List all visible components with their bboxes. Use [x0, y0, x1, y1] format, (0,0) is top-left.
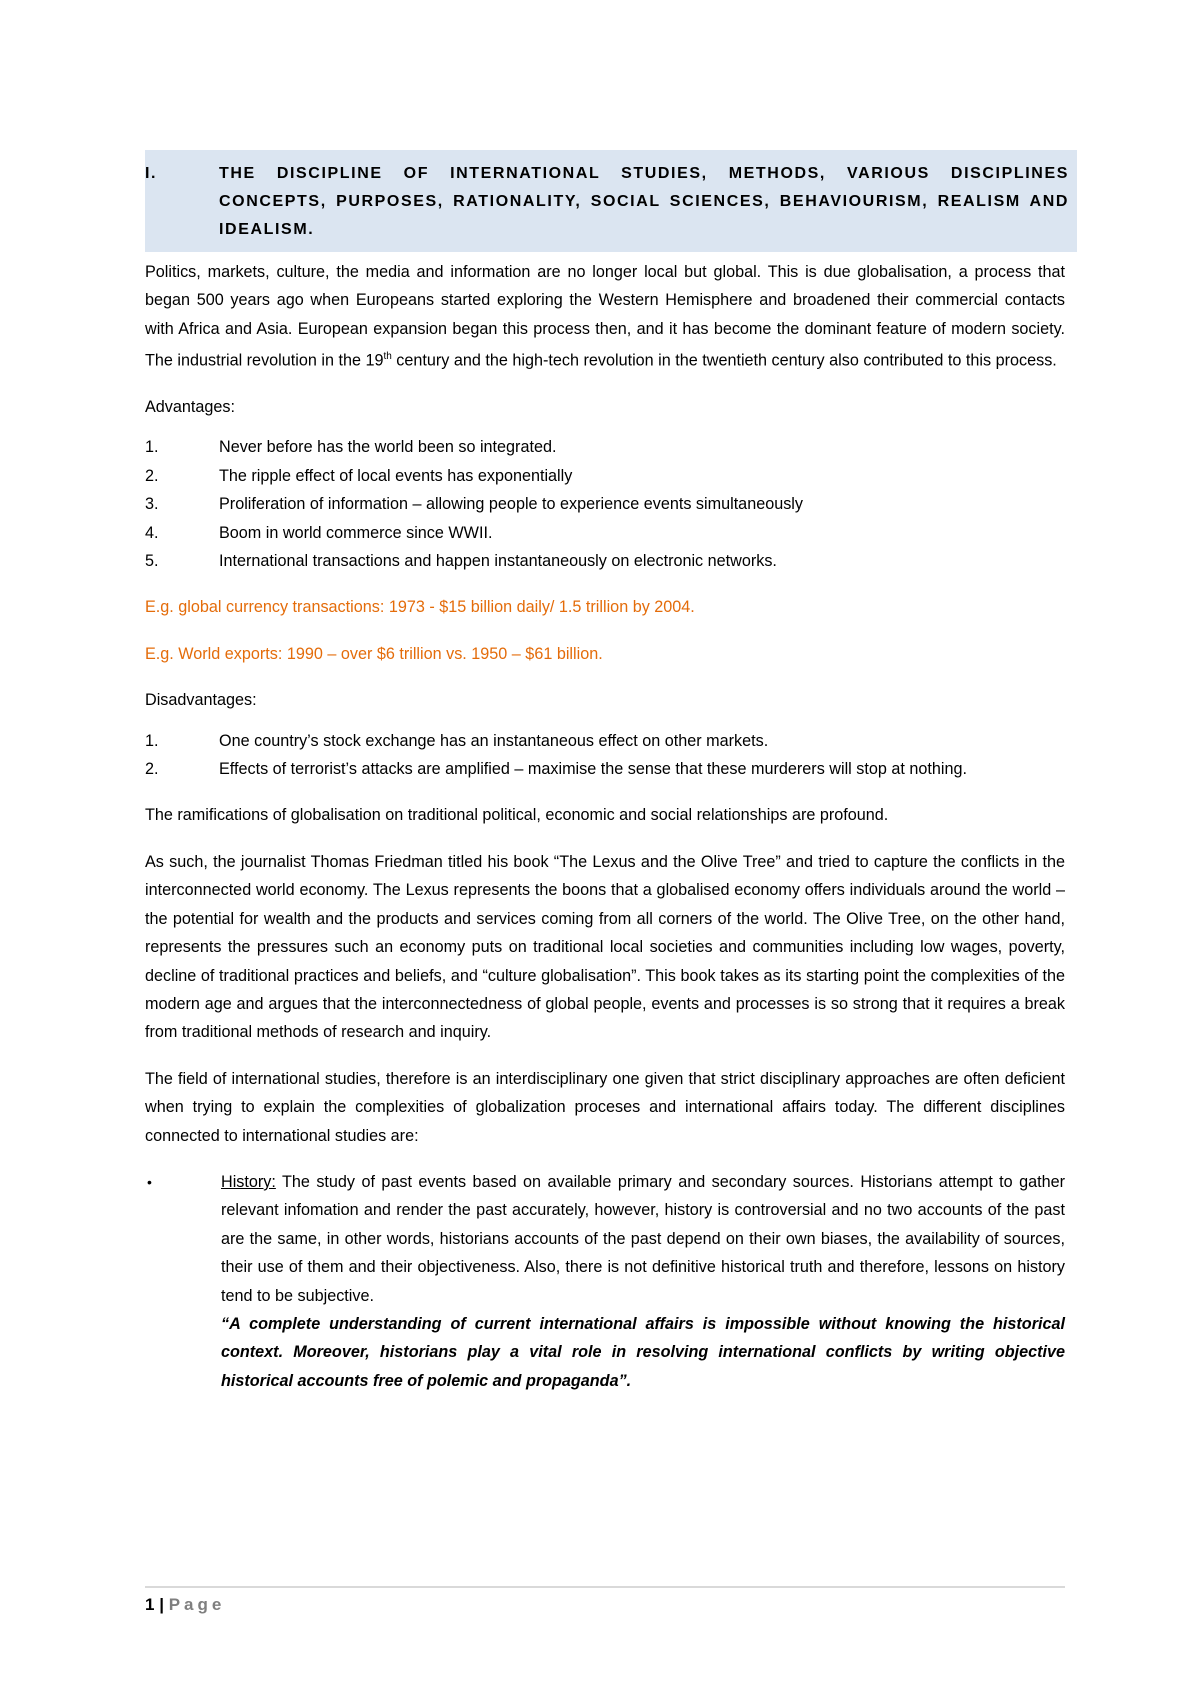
field-paragraph: The field of international studies, therefore is an interdisciplinary one given that strict disciplinary approaches are often deficient when trying to explain the complexities of globalization proceses and international affairs today. The different disciplines connected to international studies are: [145, 1069, 1065, 1145]
discipline-history [221, 1168, 1065, 1395]
list-item [145, 1168, 1065, 1395]
discipline-quote: “A complete understanding of current international affairs is impossible without knowing the historical context. Moreover, historians play a vital role in resolving international conflicts by writing objective historical accounts free of polemic and propaganda”. [221, 1314, 1065, 1390]
example-currency: E.g. global currency transactions: 1973 - $15 billion daily/ 1.5 trillion by 2004. [145, 598, 695, 617]
list-item: 3. Proliferation of information – allowing people to experience events simultaneously [145, 495, 803, 514]
page-label: Page [168, 1595, 226, 1614]
section-title: THE DISCIPLINE OF INTERNATIONAL STUDIES, METHODS, VARIOUS DISCIPLINES CONCEPTS, PURPOSES, RATIONALITY, SOCIAL SCIENCES, BEHAVIOURISM, REALISM AND IDEALISM. [219, 165, 1069, 238]
discipline-name: History: [221, 1172, 276, 1191]
ramifications-paragraph: The ramifications of globalisation on traditional political, economic and social relationships are profound. [145, 806, 889, 825]
disciplines-list [145, 1168, 1065, 1395]
list-item: 2. The ripple effect of local events has exponentially [145, 466, 573, 485]
section-number: I. [145, 165, 157, 182]
intro-paragraph [145, 258, 1065, 375]
intro-text-part1: Politics, markets, culture, the media and information are no longer local but global. This is due globalisation, a process that began 500 years ago when Europeans started exploring the Western Hemisphere and broadened their commercial contacts with Africa and Asia. European expansion began this process then, and it has become the dominant feature of modern society. The industrial revolution in the 19 [145, 263, 1065, 370]
friedman-paragraph: As such, the journalist Thomas Friedman titled his book “The Lexus and the Olive Tree” and tried to capture the conflicts in the interconnected world economy. The Lexus represents the boons that a globalised economy offers individuals around the world – the potential for wealth and the products and services coming from all corners of the world. The Olive Tree, on the other hand, represents the pressures such an economy puts on traditional local societies and communities including low wages, poverty, decline of traditional practices and beliefs, and “culture globalisation”. This book takes as its starting point the complexities of the modern age and argues that the interconnectedness of global people, events and processes is so strong that it requires a break from traditional methods of research and inquiry. [145, 852, 1065, 1042]
list-item: 1. Never before has the world been so integrated. [145, 438, 557, 457]
advantages-list [145, 433, 1065, 575]
list-item: 1. One country’s stock exchange has an instantaneous effect on other markets. [145, 731, 769, 750]
intro-text-part2: century and the high-tech revolution in the twentieth century also contributed to this process. [391, 351, 1057, 370]
page-content [145, 150, 1069, 1395]
disadvantages-label: Disadvantages: [145, 691, 257, 710]
list-item: 4. Boom in world commerce since WWII. [145, 523, 493, 542]
footer-divider [145, 1586, 1065, 1588]
example-exports: E.g. World exports: 1990 – over $6 trillion vs. 1950 – $61 billion. [145, 644, 603, 663]
list-item: 5. International transactions and happen instantaneously on electronic networks. [145, 552, 777, 571]
footer-separator: | [159, 1595, 164, 1614]
list-item: 2. Effects of terrorist’s attacks are amplified – maximise the sense that these murderers will stop at nothing. [145, 760, 967, 779]
discipline-description: The study of past events based on available primary and secondary sources. Historians attempt to gather relevant infomation and render the past accurately, however, history is controversial and no two accounts of the past are the same, in other words, historians accounts of the past depend on their own biases, the availability of sources, their use of them and their objectiveness. Also, there is not definitive historical truth and therefore, lessons on history tend to be subjective. [221, 1172, 1065, 1305]
advantages-label: Advantages: [145, 398, 235, 417]
page-footer [145, 1592, 225, 1618]
page-number: 1 [145, 1595, 155, 1614]
disadvantages-list [145, 727, 1065, 784]
section-heading [145, 150, 1077, 252]
bullet-icon: • [147, 1173, 152, 1190]
intro-superscript: th [383, 351, 392, 363]
